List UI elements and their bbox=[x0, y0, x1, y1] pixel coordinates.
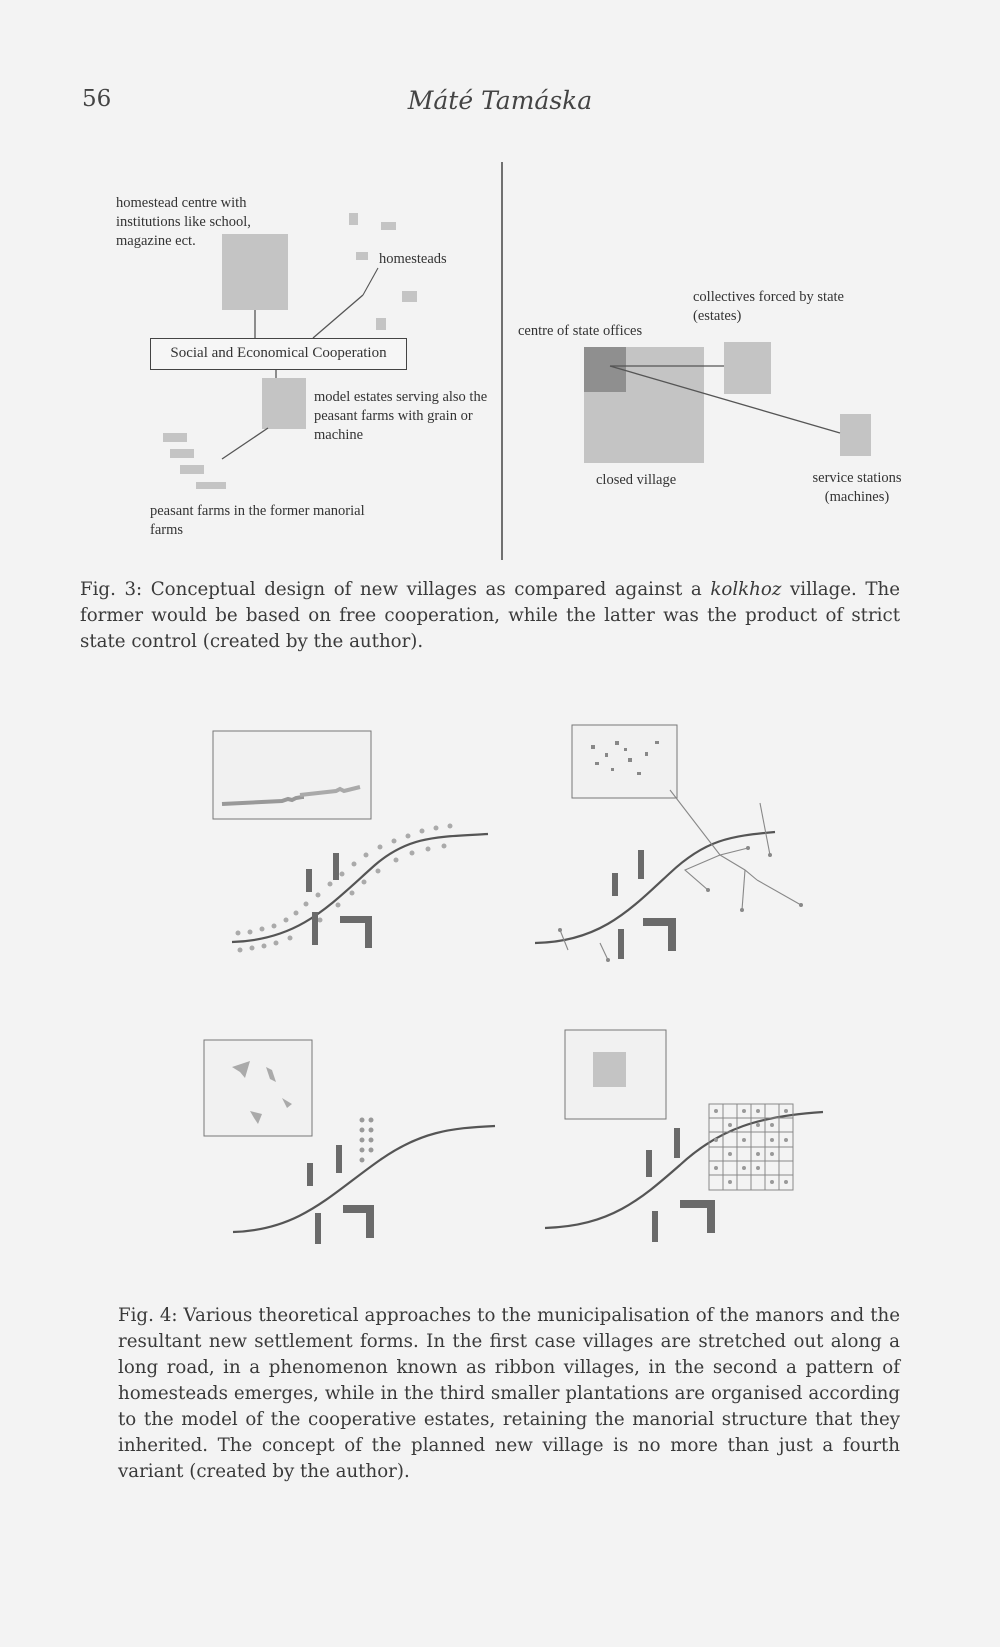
village-centre-block bbox=[593, 1052, 626, 1087]
manor-buildings bbox=[612, 850, 676, 959]
road bbox=[535, 832, 775, 943]
planned-village-panel bbox=[545, 1030, 823, 1242]
homestead-tracks bbox=[560, 790, 801, 960]
collectives-label: collectives forced by state (estates) bbox=[693, 289, 844, 324]
manor-buildings bbox=[306, 853, 372, 948]
service-stations-label: service stations (machines) bbox=[812, 470, 902, 505]
road bbox=[233, 1126, 495, 1232]
fig4-caption: Fig. 4: Various theoretical approaches to the municipalisation of the manors and the resultant new settlement forms. In the first case villages are stretched out along a long road, in a phenomenon known as ribbon villages, in the second a pattern of homesteads emerges, while in the third smaller plantations are organised according to the model of the cooperative estates, retaining the manorial structure that they inherited. The concept of the planned new village is no more than just a fourth variant (created by the author). bbox=[118, 1305, 900, 1482]
page-number: 56 bbox=[82, 86, 112, 112]
inset-box bbox=[213, 731, 371, 819]
fig3-caption: Fig. 3: Conceptual design of new villages as compared against a kolkhoz village. The former would be based on free cooperation, while the latter was the product of strict state control (created by the author). bbox=[80, 579, 900, 652]
homestead-pattern-panel bbox=[535, 725, 803, 962]
road bbox=[545, 1112, 823, 1228]
plantation-panel bbox=[204, 1040, 495, 1244]
running-head: Máté Tamáska bbox=[407, 86, 593, 115]
peasant-farms-label: peasant farms in the former manorial farms bbox=[150, 503, 365, 538]
homestead-centre-label: homestead centre with institutions like school, magazine ect. bbox=[116, 195, 251, 249]
homesteads-label: homesteads bbox=[379, 251, 447, 267]
inset-box bbox=[572, 725, 677, 798]
model-estates-label: model estates serving also the peasant farms with grain or machine bbox=[314, 389, 488, 443]
centre-state-offices-label: centre of state offices bbox=[518, 323, 643, 339]
ribbon-village-panel bbox=[213, 731, 488, 953]
cooperation-box: Social and Economical Cooperation bbox=[150, 338, 407, 370]
estate-dots bbox=[360, 1118, 374, 1163]
ribbon-dots bbox=[236, 824, 453, 953]
closed-village-label: closed village bbox=[596, 472, 677, 488]
road bbox=[232, 834, 488, 942]
